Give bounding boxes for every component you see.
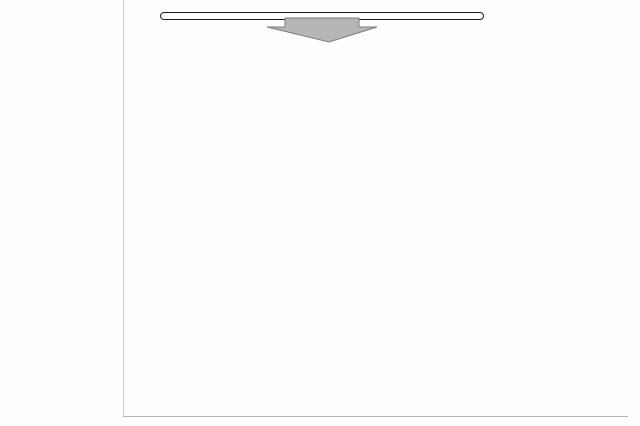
page-edge-left [123,0,124,417]
document-page [150,12,494,28]
down-arrow-icon [266,17,378,43]
flow-arrow-slot [150,17,494,35]
page-edge-bottom [123,416,628,417]
